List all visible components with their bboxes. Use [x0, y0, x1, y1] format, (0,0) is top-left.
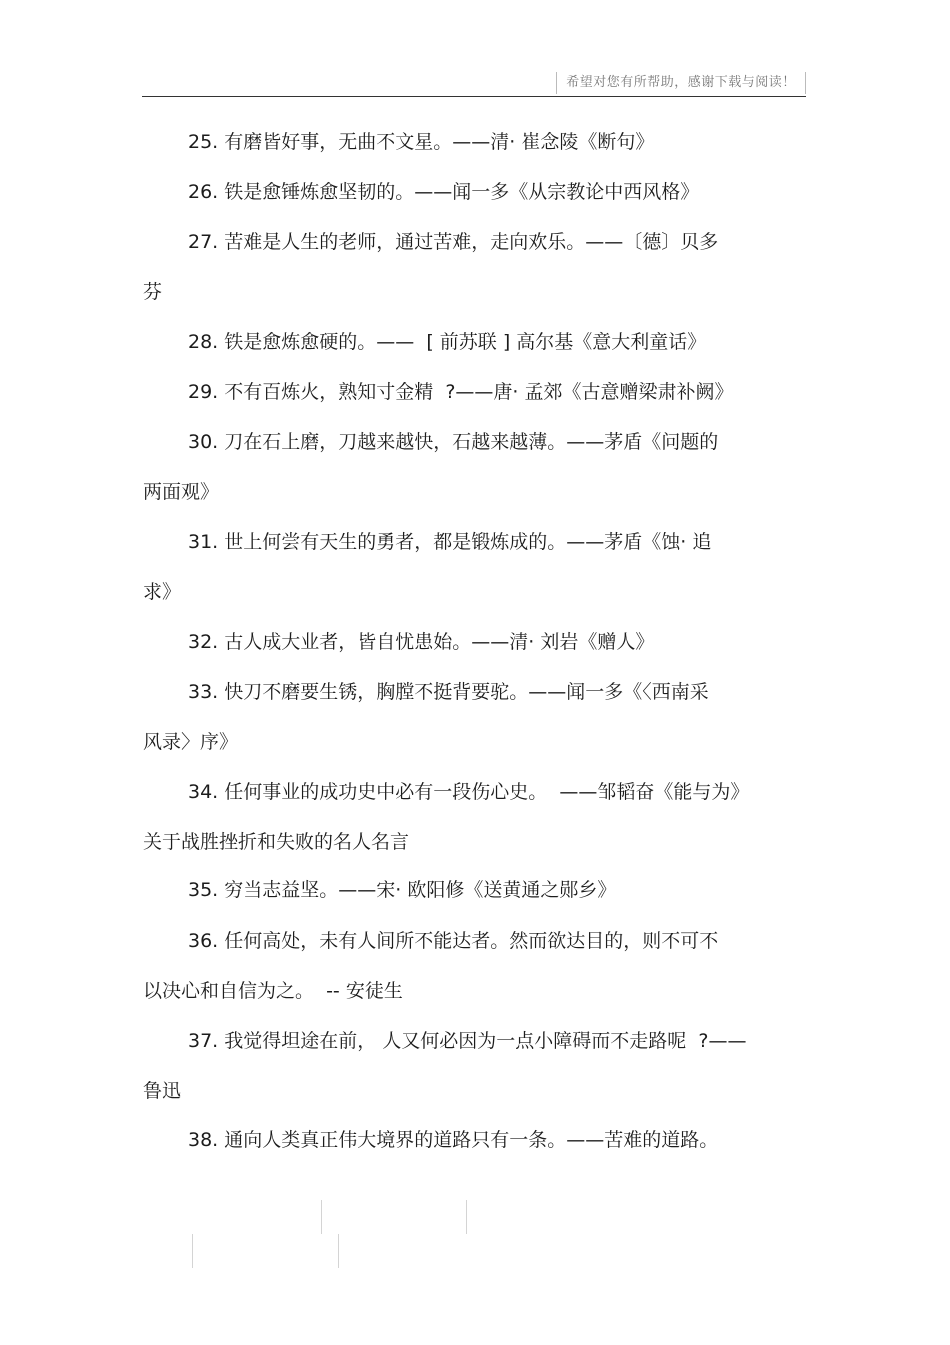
quote-37-cont: 鲁迅 [143, 1080, 182, 1102]
quote-34: 34. 任何事业的成功史中必有一段伤心史。 ——邹韬奋《能与为》 [188, 781, 750, 803]
quote-35: 35. 穷当志益坚。——宋· 欧阳修《送黄通之郧乡》 [188, 879, 617, 901]
scan-artifact-line [192, 1234, 193, 1268]
quote-37: 37. 我觉得坦途在前， 人又何必因为一点小障碍而不走路呢 ?—— [188, 1030, 747, 1052]
quote-29: 29. 不有百炼火，熟知寸金精 ?——唐· 孟郊《古意赠梁肃补阙》 [188, 381, 734, 403]
scan-artifact-line [321, 1200, 322, 1234]
quote-30-cont: 两面观》 [143, 481, 220, 503]
quote-26: 26. 铁是愈锤炼愈坚韧的。——闻一多《从宗教论中西风格》 [188, 181, 700, 203]
quote-27-cont: 芬 [143, 281, 163, 303]
header-tagline: 希望对您有所帮助，感谢下载与阅读！ [556, 72, 806, 94]
quote-27: 27. 苦难是人生的老师，通过苦难，走向欢乐。——〔德〕贝多 [188, 231, 719, 253]
quote-30: 30. 刀在石上磨，刀越来越快，石越来越薄。——茅盾《问题的 [188, 431, 719, 453]
quote-31: 31. 世上何尝有天生的勇者，都是锻炼成的。——茅盾《蚀· 追 [188, 531, 712, 553]
quote-36: 36. 任何高处，未有人间所不能达者。然而欲达目的，则不可不 [188, 930, 719, 952]
quote-25: 25. 有磨皆好事，无曲不文星。——清· 崔念陵《断句》 [188, 131, 655, 153]
quote-28: 28. 铁是愈炼愈硬的。—— [ 前苏联 ] 高尔基《意大利童话》 [188, 331, 707, 353]
scan-artifact-line [338, 1234, 339, 1268]
quote-31-cont: 求》 [143, 581, 182, 603]
quote-33-cont: 风录〉序》 [143, 731, 239, 753]
quote-36-cont: 以决心和自信为之。 -- 安徒生 [143, 980, 403, 1002]
quote-33: 33. 快刀不磨要生锈，胸膛不挺背要驼。——闻一多《〈西南采 [188, 681, 709, 703]
header-rule [142, 96, 806, 97]
quote-32: 32. 古人成大业者，皆自忧患始。——清· 刘岩《赠人》 [188, 631, 655, 653]
section-heading: 关于战胜挫折和失败的名人名言 [143, 831, 410, 853]
quote-38: 38. 通向人类真正伟大境界的道路只有一条。——苦难的道路。 [188, 1129, 719, 1151]
scan-artifact-line [466, 1200, 467, 1234]
